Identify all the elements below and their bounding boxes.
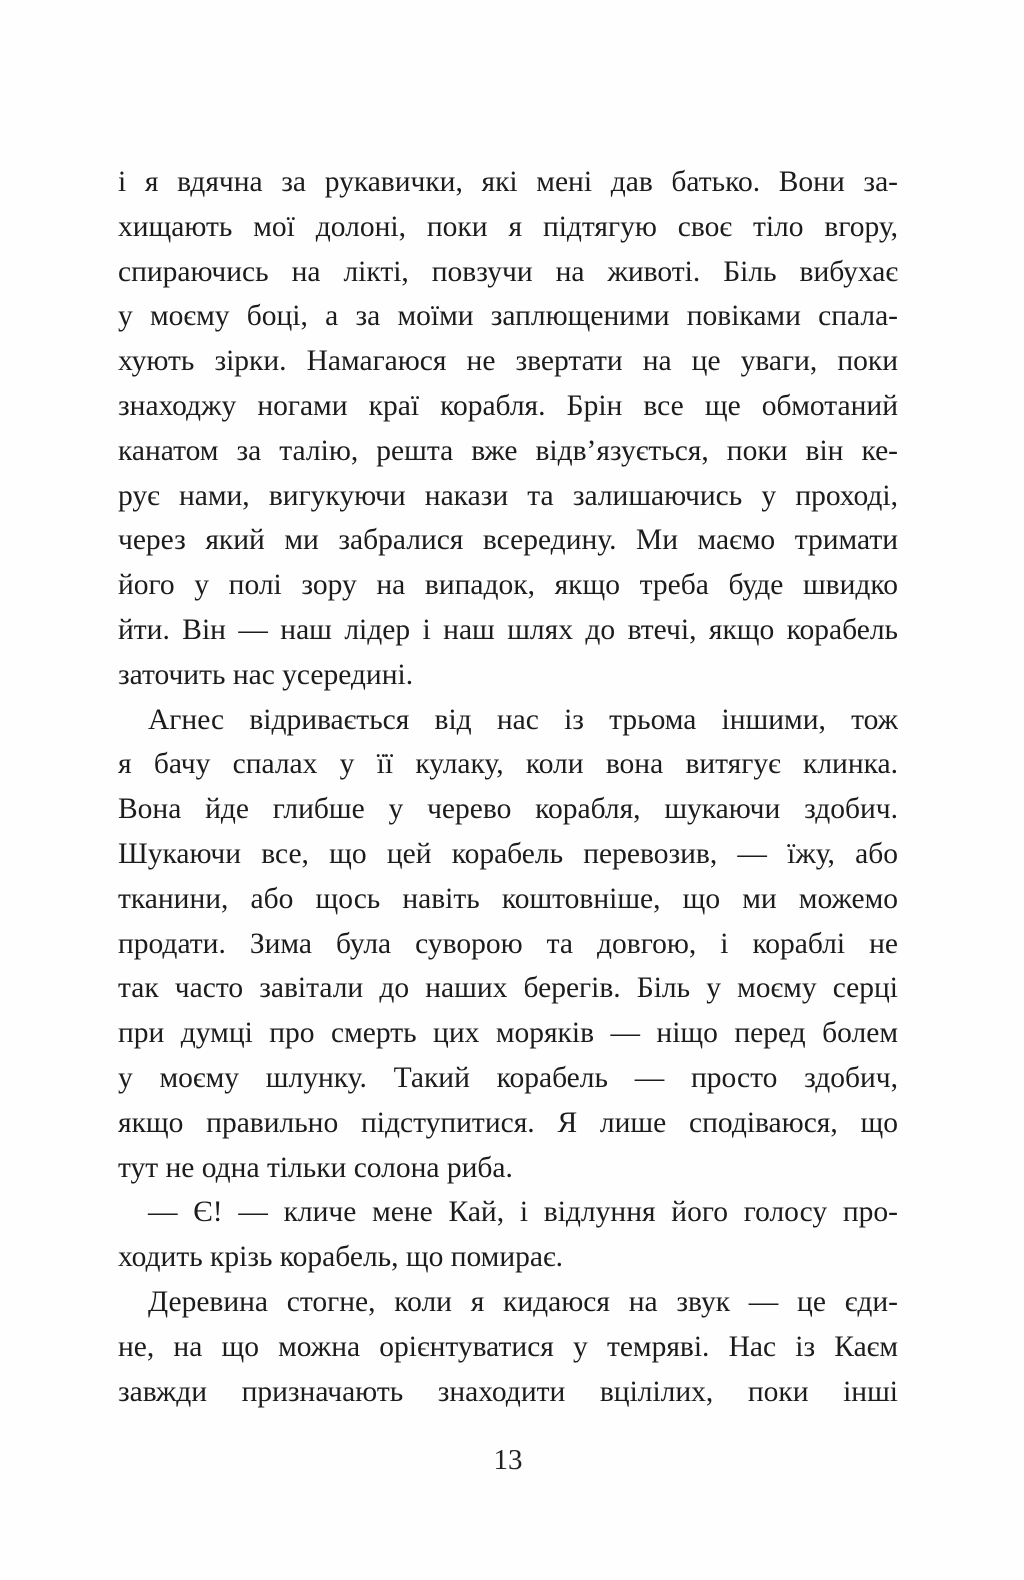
text-line: завжди призначають знаходити вцілілих, поки інші — [118, 1375, 898, 1408]
text-line: спираючись на лікті, повзучи на животі. Біль вибухає — [118, 255, 898, 288]
paragraph — [118, 1280, 898, 1414]
paragraph — [118, 1190, 898, 1280]
text-line: Вона йде глибше у черево корабля, шукаючи здобич. — [118, 793, 898, 826]
text-line: у моєму шлунку. Такий корабель — просто здобич, — [118, 1061, 898, 1094]
text-line: так часто завітали до наших берегів. Біль у моєму серці — [118, 972, 898, 1005]
text-line: тканини, або щось навіть коштовніше, що ми можемо — [118, 882, 898, 915]
text-line: його у полі зору на випадок, якщо треба буде швидко — [118, 569, 898, 602]
text-line: заточить нас усередині. — [118, 658, 414, 691]
text-block — [118, 160, 898, 1414]
text-line: продати. Зима була суворою та довгою, і кораблі не — [118, 927, 898, 960]
text-line: хують зірки. Намагаюся не звертати на це уваги, поки — [118, 345, 898, 378]
text-line: я бачу спалах у її кулаку, коли вона витягує клинка. — [118, 748, 898, 781]
text-line: Деревина стогне, коли я кидаюся на звук — це єди- — [148, 1285, 898, 1318]
text-line: йти. Він — наш лідер і наш шлях до втечі, якщо корабель — [118, 613, 898, 646]
text-line: у моєму боці, а за моїми заплющеними повіками спала- — [118, 300, 898, 333]
text-line: якщо правильно підступитися. Я лише сподіваюся, що — [118, 1106, 898, 1139]
text-line: при думці про смерть цих моряків — ніщо перед болем — [118, 1017, 898, 1050]
page-number: 13 — [493, 1444, 523, 1476]
text-line: тут не одна тільки солона риба. — [118, 1151, 513, 1184]
text-line: рує нами, вигукуючи накази та залишаючись у проході, — [118, 479, 898, 512]
text-line: Шукаючи все, що цей корабель перевозив, — їжу, або — [118, 837, 898, 870]
text-line: не, на що можна орієнтуватися у темряві. Нас із Каєм — [118, 1330, 898, 1363]
text-line: — Є! — кличе мене Кай, і відлуння його голосу про- — [148, 1196, 898, 1229]
text-line: Агнес відривається від нас із трьома іншими, тож — [148, 703, 898, 736]
text-line: через який ми забралися всередину. Ми маємо тримати — [118, 524, 898, 557]
text-line: знаходжу ногами краї корабля. Брін все ще обмотаний — [118, 389, 898, 422]
paragraph — [118, 160, 898, 698]
text-line: хищають мої долоні, поки я підтягую своє тіло вгору, — [118, 210, 898, 243]
paragraph — [118, 698, 898, 1191]
text-line: ходить крізь корабель, що помирає. — [118, 1241, 564, 1274]
text-line: і я вдячна за рукавички, які мені дав батько. Вони за- — [118, 166, 898, 198]
text-line: канатом за талію, решта вже відв’язується, поки він ке- — [118, 434, 898, 467]
